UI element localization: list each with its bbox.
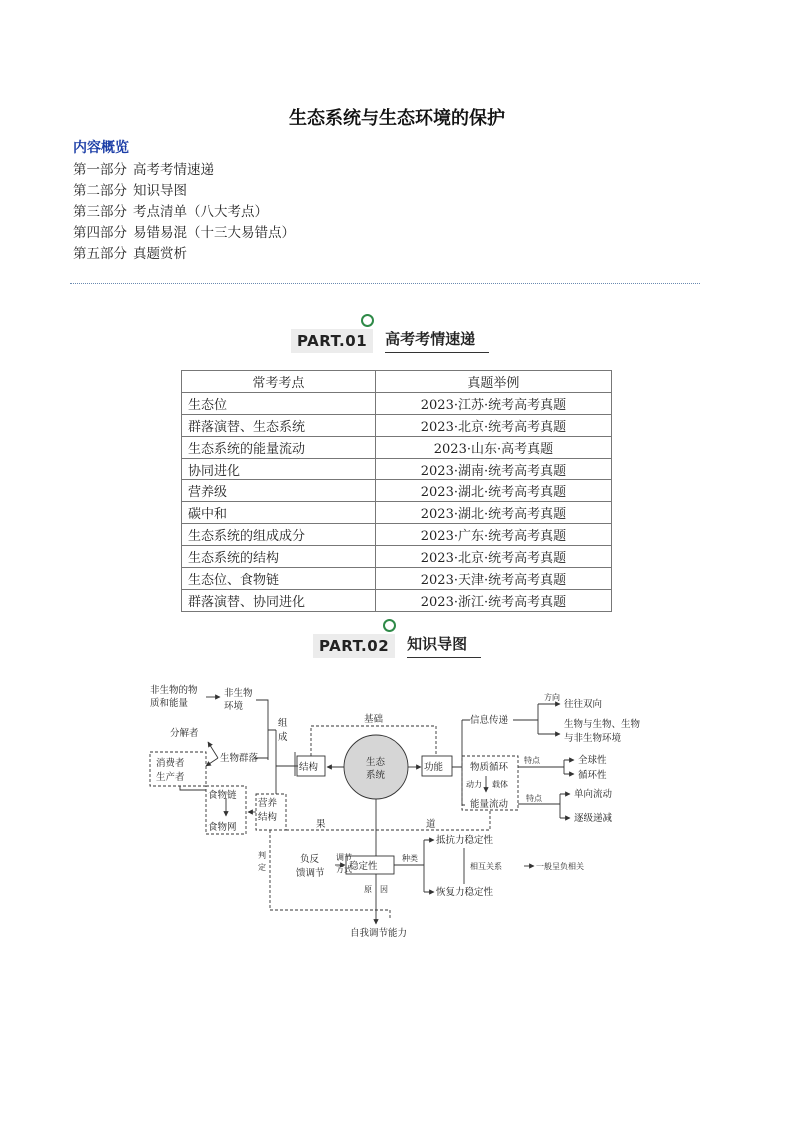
ring-icon	[361, 314, 374, 327]
example-cell: 2023·湖南·统考高考真题	[375, 458, 611, 480]
topic-cell: 群落演替、协同进化	[182, 589, 376, 611]
table-row	[182, 392, 612, 414]
example-cell: 2023·天津·统考高考真题	[375, 568, 611, 590]
label-result-1: 果	[316, 819, 326, 830]
label-negcorr: 一般呈负相关	[536, 862, 584, 871]
label-ecosystem-1: 生态	[366, 757, 386, 768]
label-power: 动力	[466, 780, 482, 789]
label-types: 种类	[402, 854, 418, 863]
part2-label: PART.02	[313, 634, 395, 658]
table-row	[182, 436, 612, 458]
label-compose-2: 成	[278, 732, 288, 743]
label-food-web: 食物网	[208, 822, 237, 833]
toc-item	[73, 244, 301, 265]
example-cell: 2023·北京·统考高考真题	[375, 414, 611, 436]
overview-heading: 内容概览	[73, 140, 129, 156]
label-bio-rel-1: 生物与生物、生物	[564, 719, 641, 730]
table-row	[182, 568, 612, 590]
table-row	[182, 589, 612, 611]
example-cell: 2023·北京·统考高考真题	[375, 546, 611, 568]
part1-header	[291, 328, 489, 353]
toc-name: 易错易混（十三大易错点）	[133, 225, 295, 241]
toc-part: 第三部分	[73, 204, 127, 220]
label-neg-1: 负反	[300, 854, 320, 865]
label-nonbio-1: 非生物的物	[150, 685, 198, 696]
part2-header	[313, 633, 481, 658]
label-basis: 基础	[364, 714, 384, 725]
ring-icon	[383, 619, 396, 632]
label-community: 生物群落	[220, 753, 259, 764]
exam-table	[181, 370, 612, 612]
label-one-way: 单向流动	[574, 789, 613, 800]
header-topic: 常考考点	[182, 371, 376, 393]
section-divider	[70, 283, 700, 284]
header-example: 真题举例	[375, 371, 611, 393]
topic-cell: 生态系统的能量流动	[182, 436, 376, 458]
topic-cell: 碳中和	[182, 502, 376, 524]
example-cell: 2023·江苏·统考高考真题	[375, 392, 611, 414]
example-cell: 2023·广东·统考高考真题	[375, 524, 611, 546]
label-neg-2: 馈调节	[296, 868, 325, 879]
label-resist: 抵抗力稳定性	[436, 835, 494, 846]
topic-cell: 群落演替、生态系统	[182, 414, 376, 436]
table-row	[182, 546, 612, 568]
toc-item	[73, 160, 301, 181]
toc-part: 第一部分	[73, 162, 127, 178]
toc-part: 第四部分	[73, 225, 127, 241]
label-nonbio-2: 质和能量	[150, 698, 189, 709]
toc-item	[73, 223, 301, 244]
label-material-cycle: 物质循环	[470, 762, 509, 773]
label-reg-1: 调节	[336, 853, 352, 862]
label-judge-2: 定	[258, 863, 266, 872]
label-ecosystem-2: 系统	[366, 770, 386, 781]
label-cyclic: 循环性	[578, 770, 607, 781]
label-trophic-1: 营养	[258, 798, 278, 809]
example-cell: 2023·浙江·统考高考真题	[375, 589, 611, 611]
label-function: 功能	[424, 762, 444, 773]
topic-cell: 协同进化	[182, 458, 376, 480]
label-recover: 恢复力稳定性	[436, 887, 494, 898]
toc-part: 第二部分	[73, 183, 127, 199]
part1-title: 高考考情速递	[385, 328, 489, 353]
toc-name: 知识导图	[133, 183, 187, 199]
toc-name: 真题赏析	[133, 246, 187, 262]
label-feature-2: 特点	[526, 794, 542, 803]
label-trophic-2: 结构	[258, 812, 278, 823]
toc-part: 第五部分	[73, 246, 127, 262]
toc-name: 考点清单（八大考点）	[133, 204, 268, 220]
label-judge-1: 判	[258, 851, 266, 860]
label-feature-1: 特点	[524, 756, 540, 765]
example-cell: 2023·湖北·统考高考真题	[375, 502, 611, 524]
label-info: 信息传递	[470, 715, 509, 726]
label-food-chain: 食物链	[208, 790, 237, 801]
table-row	[182, 414, 612, 436]
label-compose-1: 组	[278, 718, 288, 729]
table-of-contents	[73, 160, 301, 265]
label-direction: 方向	[544, 693, 560, 702]
label-consumer: 消费者	[156, 758, 185, 769]
label-bio-rel-2: 与非生物环境	[564, 733, 622, 744]
topic-cell: 生态位、食物链	[182, 568, 376, 590]
table-header-row	[182, 371, 612, 393]
label-carrier: 载体	[492, 780, 508, 789]
label-reg-2: 方式	[336, 865, 352, 874]
toc-item	[73, 181, 301, 202]
topic-cell: 营养级	[182, 480, 376, 502]
knowledge-map	[140, 680, 660, 945]
example-cell: 2023·湖北·统考高考真题	[375, 480, 611, 502]
toc-name: 高考考情速递	[133, 162, 214, 178]
label-structure: 结构	[299, 762, 319, 773]
label-energy-flow: 能量流动	[470, 799, 509, 810]
label-global: 全球性	[578, 755, 607, 766]
label-cause-2: 因	[380, 885, 388, 894]
example-cell: 2023·山东·高考真题	[375, 436, 611, 458]
topic-cell: 生态系统的组成成分	[182, 524, 376, 546]
part2-title: 知识导图	[407, 633, 481, 658]
label-env-1: 非生物	[224, 688, 253, 699]
part1-label: PART.01	[291, 329, 373, 353]
label-producer: 生产者	[156, 772, 185, 783]
label-result-2: 道	[426, 819, 436, 830]
topic-cell: 生态系统的结构	[182, 546, 376, 568]
label-selfreg: 自我调节能力	[350, 928, 408, 939]
table-row	[182, 502, 612, 524]
page-title: 生态系统与生态环境的保护	[289, 108, 505, 129]
label-cause-1: 原	[364, 885, 372, 894]
label-env-2: 环境	[224, 701, 244, 712]
label-decrease: 逐级递减	[574, 813, 613, 824]
toc-item	[73, 202, 301, 223]
table-row	[182, 524, 612, 546]
label-decomposer: 分解者	[170, 728, 199, 739]
table-row	[182, 458, 612, 480]
label-bidirectional: 往往双向	[564, 699, 603, 710]
topic-cell: 生态位	[182, 392, 376, 414]
label-stability: 稳定性	[349, 861, 378, 872]
table-row	[182, 480, 612, 502]
label-relation: 相互关系	[470, 862, 502, 871]
